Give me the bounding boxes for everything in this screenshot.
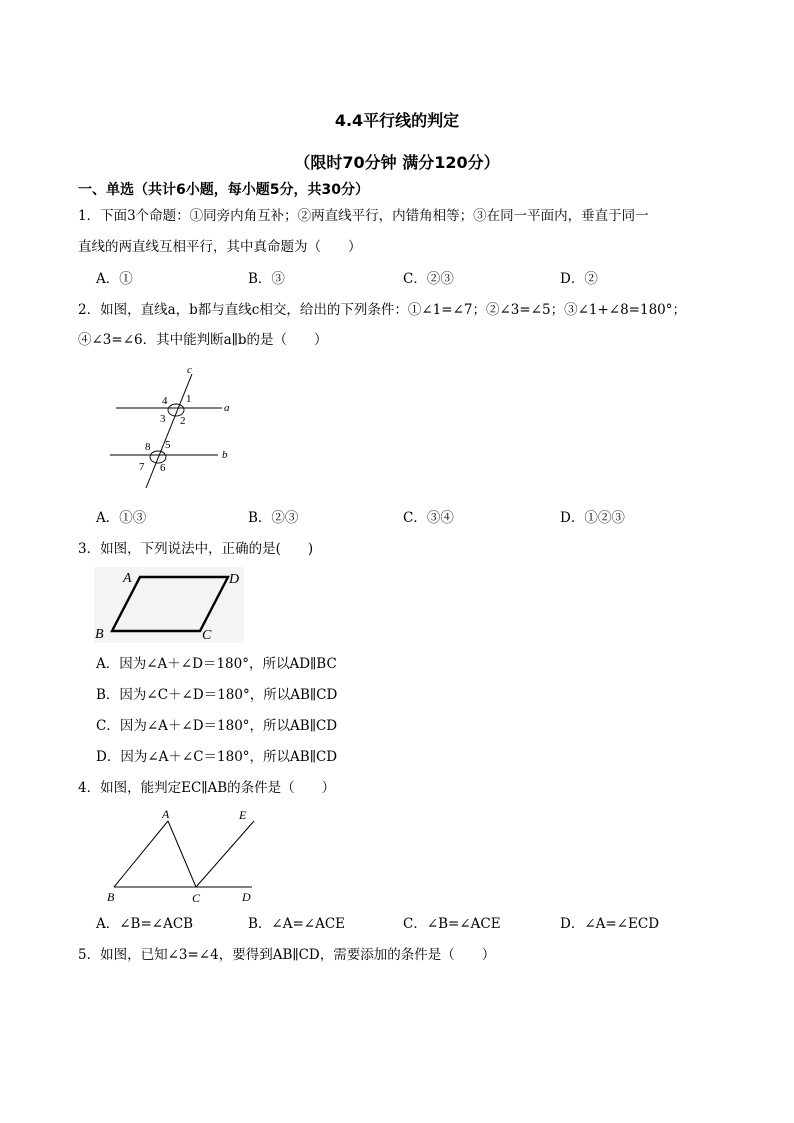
q4-option-a[interactable]: A．∠B=∠ACB xyxy=(96,916,194,932)
q4-text-line1: 4．如图，能判定EC∥AB的条件是（ ） xyxy=(78,780,336,796)
q4-figure xyxy=(104,805,264,905)
q3-figure xyxy=(94,567,244,643)
q1-option-c[interactable]: C．②③ xyxy=(403,271,454,287)
angle-label-1: 1 xyxy=(186,393,192,405)
label-a: a xyxy=(224,402,230,414)
q5-text-line1: 5．如图，已知∠3=∠4，要得到AB∥CD，需要添加的条件是（ ） xyxy=(78,947,496,963)
page-subtitle: （限时70分钟 满分120分） xyxy=(294,153,500,172)
q2-option-b[interactable]: B．②③ xyxy=(248,510,299,526)
vertex-label-c: C xyxy=(202,628,212,643)
q1-option-b[interactable]: B．③ xyxy=(248,271,285,287)
q3-option-a[interactable]: A．因为∠A＋∠D＝180°，所以AD∥BC xyxy=(96,656,337,672)
angle-label-7: 7 xyxy=(139,461,145,473)
label-b: b xyxy=(222,449,228,461)
q2-text-line2: ④∠3=∠6．其中能判断a∥b的是（ ） xyxy=(78,332,328,348)
vertex-label-a: A xyxy=(123,571,132,586)
q1-option-d[interactable]: D．② xyxy=(560,271,598,287)
q4-option-b[interactable]: B．∠A=∠ACE xyxy=(248,916,346,932)
vertex-label-b: B xyxy=(107,890,115,904)
angle-label-8: 8 xyxy=(145,441,151,453)
q2-figure xyxy=(100,360,250,495)
vertex-label-c: C xyxy=(192,891,201,905)
q2-text-line1: 2．如图，直线a，b都与直线c相交，给出的下列条件：①∠1=∠7；②∠3=∠5；③∠1+∠8=180°； xyxy=(78,302,687,318)
vertex-label-d: D xyxy=(242,890,251,904)
segment-ac xyxy=(168,821,196,887)
vertex-label-d: D xyxy=(229,572,240,587)
segment-ab xyxy=(114,821,168,887)
q4-option-d[interactable]: D．∠A=∠ECD xyxy=(560,916,660,932)
angle-label-4: 4 xyxy=(162,395,168,407)
section-heading: 一、单选（共计6小题，每小题5分，共30分） xyxy=(78,182,369,198)
angle-label-3: 3 xyxy=(160,413,166,425)
q2-option-c[interactable]: C．③④ xyxy=(403,510,454,526)
angle-label-6: 6 xyxy=(160,462,166,474)
q3-text-line1: 3．如图，下列说法中，正确的是( ) xyxy=(78,541,314,557)
q3-option-c[interactable]: C．因为∠A＋∠D＝180°，所以AB∥CD xyxy=(96,718,338,734)
q1-text-line2: 直线的两直线互相平行，其中真命题为（ ） xyxy=(78,239,362,255)
vertex-label-e: E xyxy=(239,808,247,822)
page-title: 4.4平行线的判定 xyxy=(334,111,460,130)
line-c xyxy=(146,374,192,488)
q1-text-line1: 1．下面3个命题：①同旁内角互补；②两直线平行，内错角相等；③在同一平面内，垂直于同一 xyxy=(78,208,649,224)
q3-option-b[interactable]: B．因为∠C＋∠D＝180°，所以AB∥CD xyxy=(96,687,338,703)
q3-option-d[interactable]: D．因为∠A＋∠C＝180°，所以AB∥CD xyxy=(96,749,338,765)
segment-ce xyxy=(196,821,254,887)
q2-option-a[interactable]: A．①③ xyxy=(96,510,147,526)
vertex-label-b: B xyxy=(95,627,104,642)
q4-option-c[interactable]: C．∠B=∠ACE xyxy=(403,916,501,932)
angle-label-2: 2 xyxy=(180,415,186,427)
q2-option-d[interactable]: D．①②③ xyxy=(560,510,625,526)
q1-option-a[interactable]: A．① xyxy=(96,271,133,287)
vertex-label-a: A xyxy=(162,807,170,821)
angle-label-5: 5 xyxy=(165,439,171,451)
label-c: c xyxy=(187,364,192,376)
